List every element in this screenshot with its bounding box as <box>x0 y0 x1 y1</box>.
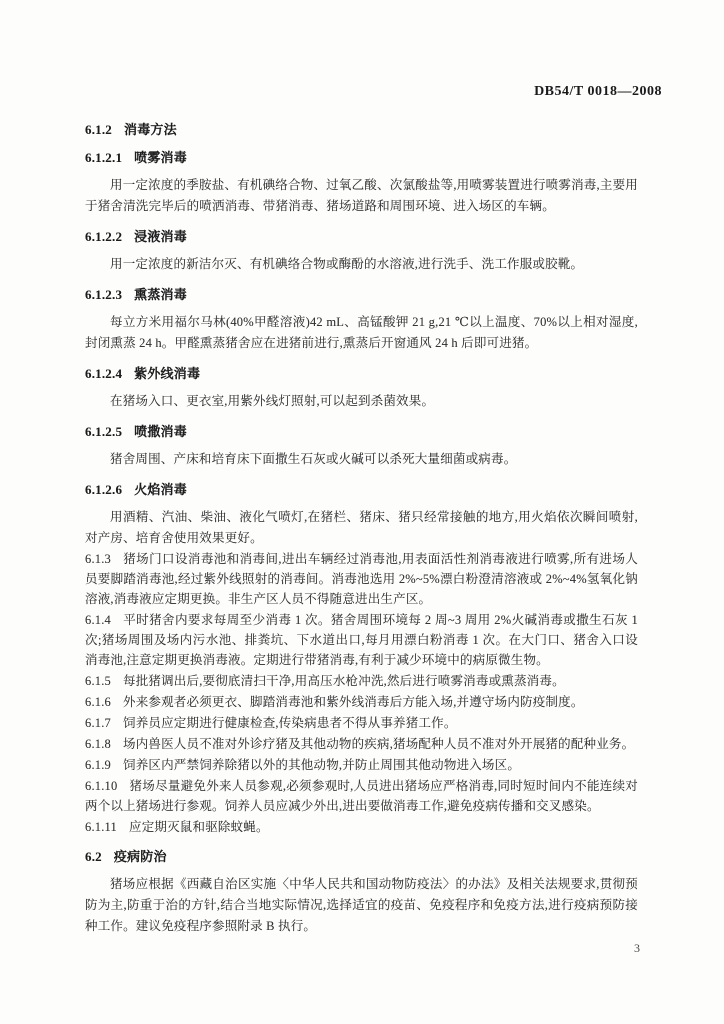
heading-number: 6.1.2.2 <box>85 229 123 244</box>
heading-number: 6.1.2.3 <box>85 287 123 302</box>
heading-6-1-2-1 <box>85 150 638 166</box>
heading-6-2 <box>85 849 638 865</box>
clause-6-1-6 <box>85 692 638 712</box>
clause-number: 6.1.4 <box>85 613 111 627</box>
clause-text: 外来参观者必须更衣、脚踏消毒池和紫外线消毒后方能入场,并遵守场内防疫制度。 <box>123 695 584 709</box>
clause-6-1-11 <box>85 817 638 837</box>
clause-6-1-10 <box>85 776 638 816</box>
clause-6-1-8 <box>85 734 638 754</box>
clause-6-1-7 <box>85 713 638 733</box>
clause-6-1-4 <box>85 610 638 670</box>
heading-number: 6.1.2 <box>85 122 112 137</box>
heading-title: 熏蒸消毒 <box>134 287 187 302</box>
heading-6-1-2-2 <box>85 229 638 245</box>
heading-number: 6.2 <box>85 849 102 864</box>
clause-number: 6.1.8 <box>85 737 111 751</box>
heading-6-1-2 <box>85 122 638 138</box>
heading-title: 喷雾消毒 <box>134 150 187 165</box>
heading-title: 喷撒消毒 <box>134 424 187 439</box>
heading-6-1-2-4 <box>85 366 638 382</box>
clause-text: 猪场门口设消毒池和消毒间,进出车辆经过消毒池,用表面活性剂消毒液进行喷雾,所有进场人员要脚踏消毒池,经过紫外线照射的消毒间。消毒池选用 2%~5%漂白粉澄清溶液或 2%~4%氢氧化钠溶液,消毒液应定期更换。非生产区人员不得随意进出生产区。 <box>85 552 638 606</box>
heading-6-1-2-5 <box>85 424 638 440</box>
clause-number: 6.1.9 <box>85 758 111 772</box>
clause-text: 猪场尽量避免外来人员参观,必须参观时,人员进出猪场应严格消毒,同时短时间内不能连续对两个以上猪场进行参观。饲养人员应减少外出,进出要做消毒工作,避免疫病传播和交叉感染。 <box>85 779 638 813</box>
paragraph: 用一定浓度的新洁尔灭、有机碘络合物或酶酚的水溶液,进行洗手、洗工作服或胶靴。 <box>110 257 584 271</box>
clause-text: 场内兽医人员不准对外诊疗猪及其他动物的疾病,猪场配种人员不准对外开展猪的配种业务。 <box>123 737 635 751</box>
paragraph: 每立方米用福尔马林(40%甲醛溶液)42 mL、高锰酸钾 21 g,21 ℃以上温度、70%以上相对湿度,封闭熏蒸 24 h。甲醛熏蒸猪舍应在进猪前进行,熏蒸后开窗通风 24 h 后即可进猪。 <box>85 315 638 350</box>
paragraph: 猪场应根据《西藏自治区实施〈中华人民共和国动物防疫法〉的办法》及相关法规要求,贯彻预防为主,防重于治的方针,结合当地实际情况,选择适宜的疫苗、免疫程序和免疫方法,进行疫病预防接种工作。建议免疫程序参照附录 B 执行。 <box>85 877 638 933</box>
clause-number: 6.1.10 <box>85 779 118 793</box>
clause-text: 饲养区内严禁饲养除猪以外的其他动物,并防止周围其他动物进入场区。 <box>123 758 521 772</box>
paragraph: 用酒精、汽油、柴油、液化气喷灯,在猪栏、猪床、猪只经常接触的地方,用火焰依次瞬间喷射,对产房、培育舍使用效果更好。 <box>85 510 638 545</box>
clause-6-1-3 <box>85 549 638 609</box>
heading-title: 疫病防治 <box>113 849 167 864</box>
heading-number: 6.1.2.6 <box>85 482 123 497</box>
paragraph: 用一定浓度的季胺盐、有机碘络合物、过氧乙酸、次氯酸盐等,用喷雾装置进行喷雾消毒,主要用于猪舍清洗完毕后的喷洒消毒、带猪消毒、猪场道路和周围环境、进入场区的车辆。 <box>85 178 638 213</box>
heading-number: 6.1.2.5 <box>85 424 123 439</box>
paragraph: 猪舍周围、产床和培育床下面撒生石灰或火碱可以杀死大量细菌或病毒。 <box>110 452 517 466</box>
clause-number: 6.1.5 <box>85 674 111 688</box>
clause-6-1-5 <box>85 671 638 691</box>
document-code: DB54/T 0018—2008 <box>534 84 662 99</box>
heading-number: 6.1.2.1 <box>85 150 123 165</box>
clause-text: 平时猪舍内要求每周至少消毒 1 次。猪舍周围环境每 2 周~3 周用 2%火碱消毒或撒生石灰 1 次;猪场周围及场内污水池、排粪坑、下水道出口,每月用漂白粉消毒 1 次。在大门口、猪舍入口设消毒池,注意定期更换消毒液。定期进行带猪消毒,有利于减少环境中的病原微生物。 <box>85 613 638 667</box>
clause-text: 每批猪调出后,要彻底清扫干净,用高压水枪冲洗,然后进行喷雾消毒或熏蒸消毒。 <box>123 674 565 688</box>
paragraph: 在猪场入口、更衣室,用紫外线灯照射,可以起到杀菌效果。 <box>110 394 435 408</box>
clause-text: 应定期灭鼠和驱除蚊蝇。 <box>129 820 269 834</box>
clause-6-1-9 <box>85 755 638 775</box>
heading-6-1-2-6 <box>85 482 638 498</box>
clause-number: 6.1.11 <box>85 820 117 834</box>
heading-6-1-2-3 <box>85 287 638 303</box>
clause-number: 6.1.6 <box>85 695 111 709</box>
heading-number: 6.1.2.4 <box>85 366 123 381</box>
heading-title: 消毒方法 <box>124 122 177 137</box>
clause-number: 6.1.7 <box>85 716 111 730</box>
page-number: 3 <box>634 941 640 955</box>
clause-number: 6.1.3 <box>85 552 111 566</box>
document-body <box>85 122 638 937</box>
heading-title: 浸液消毒 <box>134 229 187 244</box>
heading-title: 紫外线消毒 <box>134 366 201 381</box>
heading-title: 火焰消毒 <box>134 482 187 497</box>
clause-text: 饲养员应定期进行健康检查,传染病患者不得从事养猪工作。 <box>123 716 457 730</box>
